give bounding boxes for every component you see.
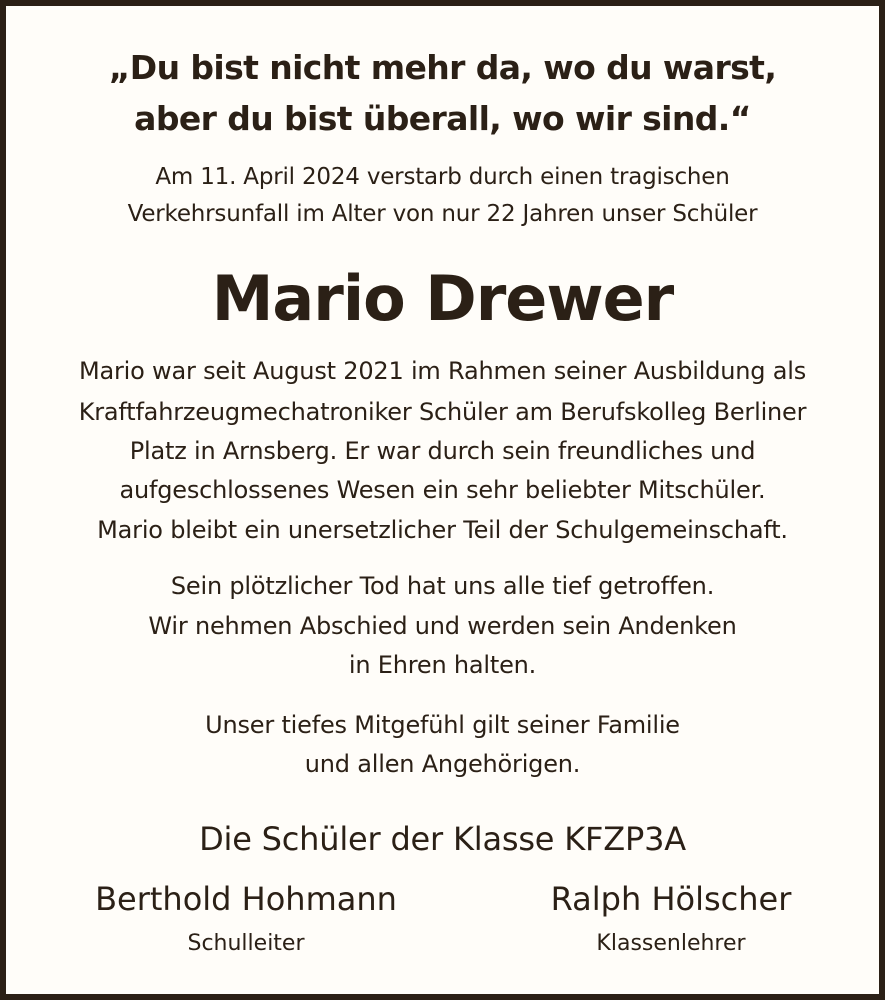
deceased-name: Mario Drewer <box>211 262 674 335</box>
paragraph1-line: Mario bleibt ein unersetzlicher Teil der Schulgemeinschaft. <box>97 516 788 544</box>
paragraph1-line: Platz in Arnsberg. Er war durch sein freundliches und <box>129 437 756 465</box>
intro-line-1: Am 11. April 2024 verstarb durch einen tragischen <box>155 164 730 190</box>
signatory-role: Schulleiter <box>187 931 305 956</box>
paragraph1-line: Kraftfahrzeugmechatroniker Schüler am Berufskolleg Berliner <box>78 398 807 426</box>
paragraph3-line: Unser tiefes Mitgefühl gilt seiner Familie <box>205 711 680 739</box>
paragraph3-line: und allen Angehörigen. <box>304 750 581 778</box>
signatory-name: Ralph Hölscher <box>550 880 792 918</box>
quote-line-1: „Du bist nicht mehr da, wo du warst, <box>108 48 777 87</box>
intro-line-2: Verkehrsunfall im Alter von nur 22 Jahren unser Schüler <box>127 201 758 227</box>
signatory-role: Klassenlehrer <box>596 931 746 956</box>
class-signature: Die Schüler der Klasse KFZP3A <box>199 820 686 858</box>
quote-line-2: aber du bist überall, wo wir sind.“ <box>134 99 751 138</box>
paragraph1-line: aufgeschlossenes Wesen ein sehr beliebter Mitschüler. <box>119 476 766 504</box>
paragraph1-line: Mario war seit August 2021 im Rahmen seiner Ausbildung als <box>78 357 807 385</box>
paragraph2-line: Sein plötzlicher Tod hat uns alle tief getroffen. <box>170 572 715 600</box>
paragraph2-line: Wir nehmen Abschied und werden sein Andenken <box>148 612 737 640</box>
signatory-name: Berthold Hohmann <box>95 880 397 918</box>
paragraph2-line: in Ehren halten. <box>348 651 537 679</box>
